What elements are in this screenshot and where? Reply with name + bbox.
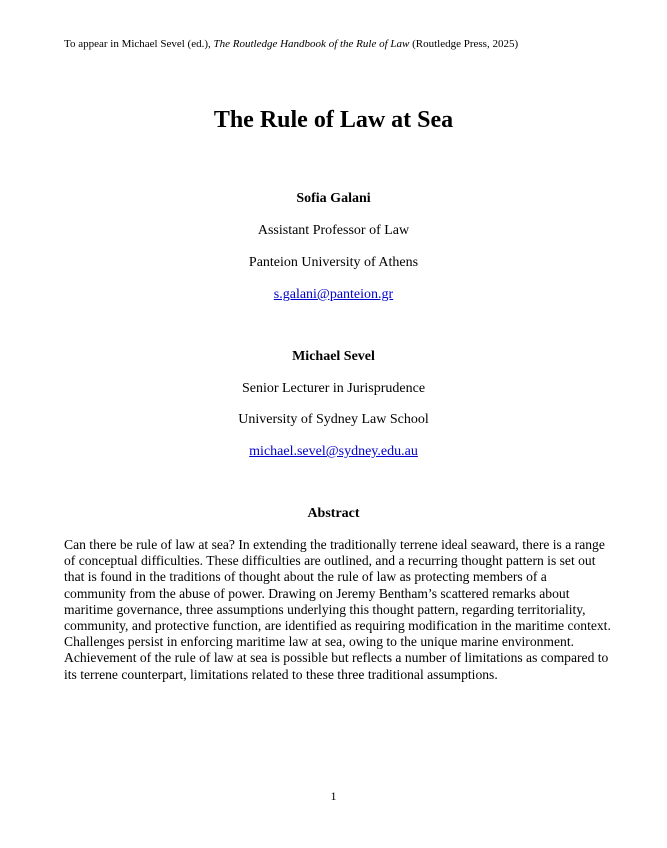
author-name: Sofia Galani <box>296 191 371 206</box>
publication-note-suffix: (Routledge Press, 2025) <box>409 38 519 50</box>
author-position: Senior Lecturer in Jurisprudence <box>241 381 426 396</box>
paper-title: The Rule of Law at Sea <box>213 107 454 133</box>
author-name: Michael Sevel <box>292 349 375 364</box>
abstract-heading: Abstract <box>307 506 360 521</box>
publication-note <box>64 38 518 51</box>
author-institution: University of Sydney Law School <box>238 412 429 427</box>
page-number: 1 <box>330 789 337 803</box>
author-position: Assistant Professor of Law <box>257 223 410 238</box>
abstract-text: Can there be rule of law at sea? In extending the traditionally terrene ideal seaward, there is a range of conceptual difficulties. These difficulties are outlined, and a recurring thought pattern is set out that is found in the traditions of thought about the rule of law as protecting members of a community from the abuse of power. Drawing on Jeremy Bentham’s scattered remarks about maritime governance, three assumptions underlying this thought pattern, regarding territoriality, community, and protective function, are identified as requiring modification in the maritime context. Challenges persist in enforcing maritime law at sea, owing to the unique marine environment. Achievement of the rule of law at sea is possible but reflects a number of limitations as compared to its terrene counterpart, limitations related to these three traditional assumptions. <box>64 537 611 682</box>
publication-note-prefix: To appear in Michael Sevel (ed.), <box>64 38 214 50</box>
author-institution: Panteion University of Athens <box>248 255 419 270</box>
publication-book-title: The Routledge Handbook of the Rule of Law <box>213 38 410 50</box>
author-email-row <box>0 443 667 460</box>
author-email-link[interactable]: s.galani@panteion.gr <box>273 287 394 302</box>
author-email-link[interactable]: michael.sevel@sydney.edu.au <box>249 444 418 459</box>
author-email-row <box>0 286 667 303</box>
